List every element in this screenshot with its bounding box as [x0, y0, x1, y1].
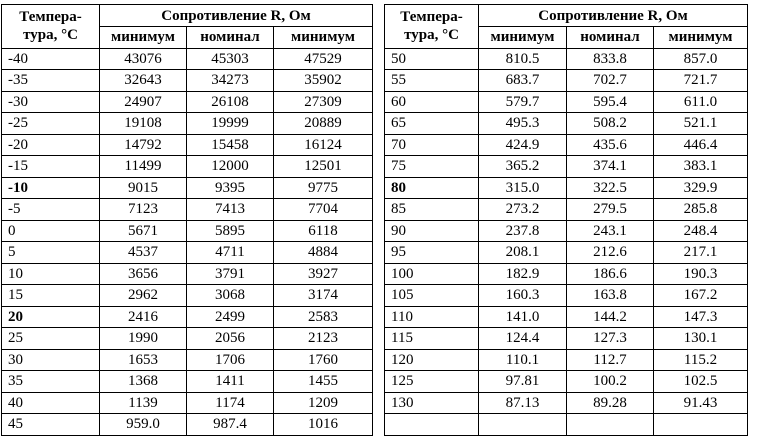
table-row	[385, 349, 748, 371]
table-row	[385, 371, 748, 393]
table-row	[385, 414, 748, 436]
temperature-cell: 120	[385, 349, 479, 371]
temperature-cell: 115	[385, 328, 479, 350]
max-value-cell: 446.4	[654, 134, 748, 156]
min-value-cell: 273.2	[479, 199, 567, 221]
min-value-cell: 19108	[100, 113, 187, 135]
max-value-cell: 857.0	[654, 48, 748, 70]
temperature-header-line1: Темпера-	[400, 9, 463, 26]
max-value-cell: 1455	[274, 371, 373, 393]
table-row	[2, 414, 373, 436]
nominal-value-cell: 595.4	[567, 91, 654, 113]
temperature-cell: 130	[385, 392, 479, 414]
max-value-cell: 248.4	[654, 220, 748, 242]
table-body-left	[2, 48, 373, 435]
nominal-value-cell: 322.5	[567, 177, 654, 199]
nominal-value-cell: 987.4	[187, 414, 274, 436]
temperature-cell: 5	[2, 242, 100, 264]
temperature-cell: 15	[2, 285, 100, 307]
min-value-cell: 24907	[100, 91, 187, 113]
max-value-cell: 9775	[274, 177, 373, 199]
max-value-cell: 1760	[274, 349, 373, 371]
max-value-cell: 115.2	[654, 349, 748, 371]
table-row	[385, 156, 748, 178]
table-row	[385, 70, 748, 92]
temperature-header	[385, 5, 479, 49]
nominal-value-cell: 212.6	[567, 242, 654, 264]
min-value-cell: 2962	[100, 285, 187, 307]
min-value-cell: 110.1	[479, 349, 567, 371]
temperature-cell: -25	[2, 113, 100, 135]
nominal-value-cell: 3068	[187, 285, 274, 307]
temperature-cell: 65	[385, 113, 479, 135]
max-value-cell: 35902	[274, 70, 373, 92]
temperature-cell: 35	[2, 371, 100, 393]
resistance-header: Сопротивление R, Ом	[479, 5, 748, 27]
min-value-cell: 4537	[100, 242, 187, 264]
temperature-cell: 10	[2, 263, 100, 285]
min-value-cell: 7123	[100, 199, 187, 221]
min-value-cell: 182.9	[479, 263, 567, 285]
max-value-cell: 383.1	[654, 156, 748, 178]
temperature-cell: 110	[385, 306, 479, 328]
nominal-value-cell: 1411	[187, 371, 274, 393]
min-value-cell: 9015	[100, 177, 187, 199]
min-value-cell: 959.0	[100, 414, 187, 436]
table-row	[2, 113, 373, 135]
max-value-cell: 91.43	[654, 392, 748, 414]
max-value-cell: 1209	[274, 392, 373, 414]
table-row	[2, 220, 373, 242]
table-row	[385, 306, 748, 328]
temperature-cell	[385, 414, 479, 436]
nominal-value-cell: 435.6	[567, 134, 654, 156]
table-row	[2, 199, 373, 221]
table-row	[2, 91, 373, 113]
nominal-value-cell: 9395	[187, 177, 274, 199]
nominal-value-cell: 12000	[187, 156, 274, 178]
temperature-cell: -20	[2, 134, 100, 156]
min-value-cell: 365.2	[479, 156, 567, 178]
table-body-right	[385, 48, 748, 435]
temperature-cell: 40	[2, 392, 100, 414]
table-row	[2, 392, 373, 414]
max-value-cell: 2583	[274, 306, 373, 328]
temperature-cell: 90	[385, 220, 479, 242]
min-value-cell: 2416	[100, 306, 187, 328]
min-value-cell	[479, 414, 567, 436]
nominal-value-cell: 112.7	[567, 349, 654, 371]
max-value-cell: 3927	[274, 263, 373, 285]
temperature-cell: 105	[385, 285, 479, 307]
min-value-cell: 1990	[100, 328, 187, 350]
table-row	[385, 242, 748, 264]
temperature-header-line2: тура, °С	[23, 27, 78, 44]
min-value-cell: 237.8	[479, 220, 567, 242]
table-row	[2, 349, 373, 371]
nominal-value-cell: 163.8	[567, 285, 654, 307]
nominal-value-cell: 2499	[187, 306, 274, 328]
temperature-cell: -40	[2, 48, 100, 70]
table-row	[2, 306, 373, 328]
min-value-cell: 43076	[100, 48, 187, 70]
nominal-value-cell: 34273	[187, 70, 274, 92]
table-row	[2, 242, 373, 264]
nominal-value-cell: 3791	[187, 263, 274, 285]
min-value-cell: 1653	[100, 349, 187, 371]
table-row	[2, 134, 373, 156]
nominal-value-cell: 508.2	[567, 113, 654, 135]
temperature-header	[2, 5, 100, 49]
temperature-cell: 25	[2, 328, 100, 350]
temperature-cell: -35	[2, 70, 100, 92]
nominal-value-cell: 279.5	[567, 199, 654, 221]
temperature-header-line2: тура, °С	[404, 27, 459, 44]
max-value-cell: 721.7	[654, 70, 748, 92]
nominal-value-cell: 2056	[187, 328, 274, 350]
max-value-cell: 47529	[274, 48, 373, 70]
table-row	[2, 70, 373, 92]
max-column-header: минимум	[654, 27, 748, 49]
temperature-cell: 0	[2, 220, 100, 242]
min-value-cell: 141.0	[479, 306, 567, 328]
nominal-value-cell: 7413	[187, 199, 274, 221]
min-value-cell: 87.13	[479, 392, 567, 414]
min-value-cell: 424.9	[479, 134, 567, 156]
max-value-cell: 217.1	[654, 242, 748, 264]
min-value-cell: 683.7	[479, 70, 567, 92]
max-value-cell: 147.3	[654, 306, 748, 328]
resistance-table-left	[1, 4, 373, 436]
max-value-cell: 7704	[274, 199, 373, 221]
nominal-value-cell: 45303	[187, 48, 274, 70]
nominal-value-cell: 1706	[187, 349, 274, 371]
min-value-cell: 124.4	[479, 328, 567, 350]
max-value-cell: 190.3	[654, 263, 748, 285]
max-value-cell: 20889	[274, 113, 373, 135]
table-row	[2, 263, 373, 285]
resistance-table-right	[384, 4, 748, 436]
nominal-value-cell: 144.2	[567, 306, 654, 328]
nominal-value-cell	[567, 414, 654, 436]
max-value-cell: 2123	[274, 328, 373, 350]
nominal-value-cell: 186.6	[567, 263, 654, 285]
nominal-value-cell: 19999	[187, 113, 274, 135]
temperature-cell: 70	[385, 134, 479, 156]
max-value-cell: 4884	[274, 242, 373, 264]
temperature-cell: -30	[2, 91, 100, 113]
max-value-cell: 329.9	[654, 177, 748, 199]
table-row	[2, 48, 373, 70]
max-value-cell: 611.0	[654, 91, 748, 113]
max-value-cell: 3174	[274, 285, 373, 307]
min-value-cell: 1368	[100, 371, 187, 393]
nominal-column-header: номинал	[187, 27, 274, 49]
temperature-header-line1: Темпера-	[19, 9, 82, 26]
nominal-value-cell: 100.2	[567, 371, 654, 393]
max-value-cell: 16124	[274, 134, 373, 156]
max-value-cell: 521.1	[654, 113, 748, 135]
temperature-cell: 50	[385, 48, 479, 70]
table-row	[385, 177, 748, 199]
min-column-header: минимум	[100, 27, 187, 49]
nominal-value-cell: 5895	[187, 220, 274, 242]
table-row	[2, 285, 373, 307]
min-value-cell: 14792	[100, 134, 187, 156]
max-column-header: минимум	[274, 27, 373, 49]
table-row	[385, 392, 748, 414]
temperature-cell: 45	[2, 414, 100, 436]
max-value-cell: 12501	[274, 156, 373, 178]
nominal-value-cell: 374.1	[567, 156, 654, 178]
min-value-cell: 5671	[100, 220, 187, 242]
table-row	[385, 134, 748, 156]
max-value-cell: 27309	[274, 91, 373, 113]
temperature-cell: 75	[385, 156, 479, 178]
max-value-cell: 130.1	[654, 328, 748, 350]
max-value-cell: 6118	[274, 220, 373, 242]
nominal-value-cell: 26108	[187, 91, 274, 113]
table-row	[385, 220, 748, 242]
min-value-cell: 32643	[100, 70, 187, 92]
temperature-cell: 125	[385, 371, 479, 393]
min-value-cell: 97.81	[479, 371, 567, 393]
temperature-cell: 20	[2, 306, 100, 328]
nominal-column-header: номинал	[567, 27, 654, 49]
table-row	[2, 328, 373, 350]
table-row	[385, 91, 748, 113]
max-value-cell: 167.2	[654, 285, 748, 307]
max-value-cell	[654, 414, 748, 436]
nominal-value-cell: 702.7	[567, 70, 654, 92]
nominal-value-cell: 127.3	[567, 328, 654, 350]
temperature-cell: 95	[385, 242, 479, 264]
max-value-cell: 1016	[274, 414, 373, 436]
min-value-cell: 208.1	[479, 242, 567, 264]
min-value-cell: 579.7	[479, 91, 567, 113]
temperature-cell: -10	[2, 177, 100, 199]
min-value-cell: 160.3	[479, 285, 567, 307]
temperature-cell: 55	[385, 70, 479, 92]
min-value-cell: 810.5	[479, 48, 567, 70]
nominal-value-cell: 1174	[187, 392, 274, 414]
min-value-cell: 495.3	[479, 113, 567, 135]
temperature-cell: 30	[2, 349, 100, 371]
table-row	[2, 156, 373, 178]
table-row	[385, 199, 748, 221]
resistance-header: Сопротивление R, Ом	[100, 5, 373, 27]
min-value-cell: 3656	[100, 263, 187, 285]
nominal-value-cell: 89.28	[567, 392, 654, 414]
nominal-value-cell: 833.8	[567, 48, 654, 70]
min-value-cell: 1139	[100, 392, 187, 414]
temperature-cell: -15	[2, 156, 100, 178]
max-value-cell: 285.8	[654, 199, 748, 221]
table-row	[385, 263, 748, 285]
temperature-cell: 100	[385, 263, 479, 285]
table-row	[2, 371, 373, 393]
temperature-cell: 85	[385, 199, 479, 221]
temperature-cell: -5	[2, 199, 100, 221]
max-value-cell: 102.5	[654, 371, 748, 393]
nominal-value-cell: 243.1	[567, 220, 654, 242]
min-value-cell: 315.0	[479, 177, 567, 199]
nominal-value-cell: 15458	[187, 134, 274, 156]
nominal-value-cell: 4711	[187, 242, 274, 264]
table-row	[385, 48, 748, 70]
temperature-cell: 60	[385, 91, 479, 113]
temperature-cell: 80	[385, 177, 479, 199]
min-value-cell: 11499	[100, 156, 187, 178]
table-row	[385, 328, 748, 350]
table-row	[2, 177, 373, 199]
min-column-header: минимум	[479, 27, 567, 49]
table-row	[385, 285, 748, 307]
table-row	[385, 113, 748, 135]
